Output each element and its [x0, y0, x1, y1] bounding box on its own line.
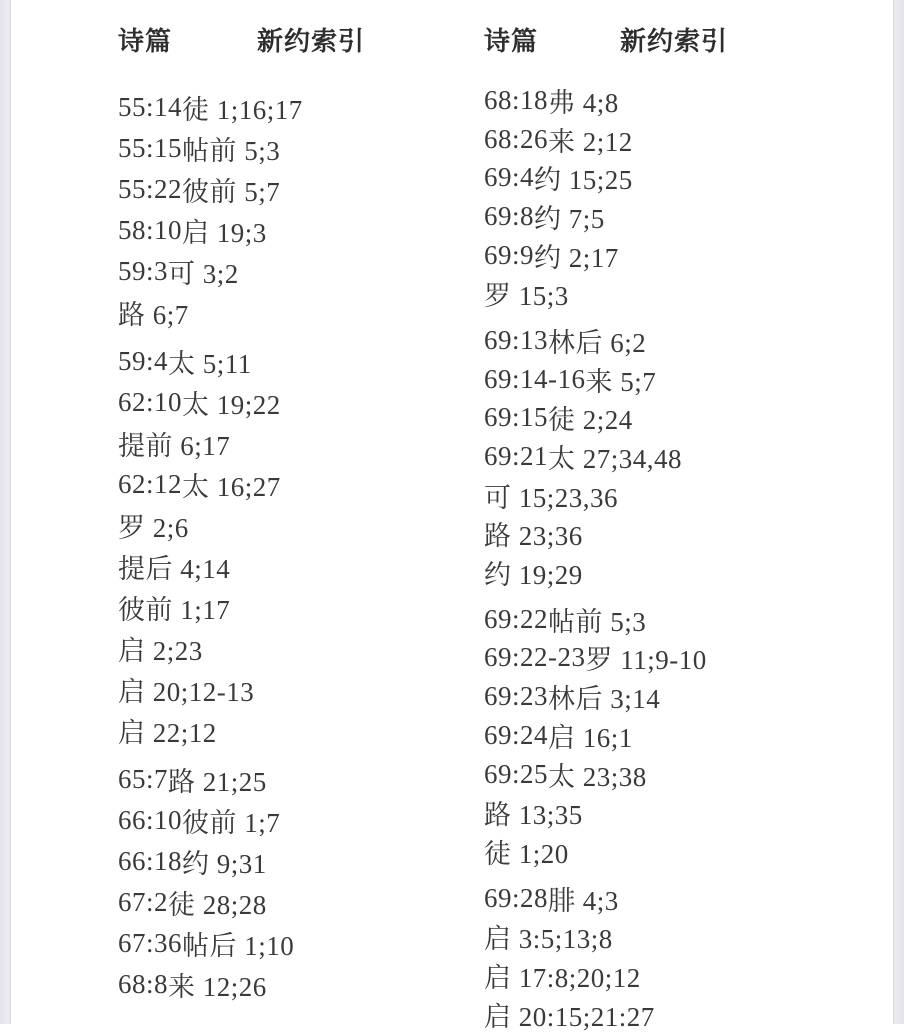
psalm-ref: 68:26	[484, 123, 549, 154]
nt-index-ref: 太 19;22	[182, 390, 281, 420]
table-row	[118, 710, 468, 751]
table-row	[118, 505, 468, 546]
psalm-ref: 69:21	[484, 441, 549, 472]
table-row	[118, 341, 468, 382]
nt-index-ref: 可 15;23,36	[484, 482, 619, 513]
table-row	[484, 197, 894, 236]
nt-index-ref: 启 20;12-13	[118, 677, 255, 707]
psalm-ref: 69:22-23	[484, 642, 586, 673]
table-row	[484, 236, 894, 275]
nt-index-ref: 约 7;5	[534, 203, 605, 234]
nt-index-ref: 彼前 1;17	[118, 595, 231, 625]
nt-index-ref: 启 19;3	[182, 218, 267, 248]
table-row	[484, 832, 894, 871]
psalm-ref: 55:14	[118, 92, 183, 122]
table-row	[118, 292, 468, 333]
psalm-ref: 69:25	[484, 758, 549, 789]
nt-index-ref: 提前 6;17	[118, 431, 231, 461]
nt-index-ref: 罗 11;9-10	[585, 645, 707, 676]
psalm-ref: 69:22	[484, 603, 549, 634]
psalm-ref: 62:10	[118, 387, 183, 417]
table-rows	[118, 87, 468, 1005]
psalm-ref: 69:13	[484, 324, 549, 355]
psalm-ref: 55:22	[118, 174, 183, 204]
nt-index-ref: 启 16;1	[548, 722, 633, 753]
column-header-nt-index: 新约索引	[257, 26, 366, 56]
column-header-psalm: 诗篇	[484, 26, 539, 56]
psalm-ref: 69:9	[484, 239, 535, 270]
nt-index-ref: 路 21;25	[168, 767, 267, 797]
table-row	[118, 669, 468, 710]
nt-index-ref: 帖前 5;3	[548, 606, 647, 637]
psalm-ref: 69:15	[484, 402, 549, 433]
psalm-ref: 67:2	[118, 887, 169, 917]
nt-index-ref: 太 5;11	[168, 349, 252, 379]
table-row	[484, 274, 894, 313]
nt-index-ref: 路 6;7	[118, 300, 189, 330]
nt-index-ref: 启 2;23	[118, 636, 203, 666]
column-header-psalm: 诗篇	[118, 26, 173, 56]
psalm-ref: 65:7	[118, 764, 169, 794]
table-header	[484, 24, 894, 58]
table-row	[484, 437, 894, 476]
nt-index-ref: 罗 15;3	[484, 281, 569, 312]
table-row	[118, 587, 468, 628]
reference-table-left	[118, 24, 468, 1005]
table-row	[118, 251, 468, 292]
table-row	[118, 210, 468, 251]
nt-index-ref: 林后 6;2	[548, 327, 647, 358]
table-row	[118, 964, 468, 1005]
nt-index-ref: 约 2;17	[534, 242, 619, 273]
nt-index-ref: 彼前 1;7	[182, 808, 281, 838]
nt-index-ref: 帖前 5;3	[182, 136, 281, 166]
table-row	[484, 956, 894, 995]
table-row	[484, 600, 894, 639]
psalm-ref: 55:15	[118, 133, 183, 163]
nt-index-ref: 徒 2;24	[548, 405, 633, 436]
nt-index-ref: 徒 1;16;17	[182, 95, 303, 125]
column-header-nt-index: 新约索引	[620, 26, 729, 56]
table-row	[118, 923, 468, 964]
table-row	[484, 639, 894, 678]
page-edge-right	[893, 0, 904, 1024]
psalm-ref: 69:24	[484, 719, 549, 750]
psalm-ref: 68:18	[484, 84, 549, 115]
table-row	[118, 882, 468, 923]
nt-index-ref: 太 23;38	[548, 761, 647, 792]
table-row	[118, 759, 468, 800]
table-row	[484, 399, 894, 438]
table-row	[484, 755, 894, 794]
nt-index-ref: 来 2;12	[548, 126, 633, 157]
psalm-ref: 62:12	[118, 469, 183, 499]
table-row	[484, 476, 894, 515]
nt-index-ref: 来 12;26	[168, 972, 267, 1002]
nt-index-ref: 腓 4;3	[548, 885, 619, 916]
psalm-ref: 66:10	[118, 805, 183, 835]
nt-index-ref: 路 23;36	[484, 521, 583, 552]
table-row	[484, 158, 894, 197]
nt-index-ref: 弗 4;8	[548, 87, 619, 118]
nt-index-ref: 约 19;29	[484, 560, 583, 591]
table-row	[118, 464, 468, 505]
nt-index-ref: 徒 1;20	[484, 838, 569, 869]
nt-index-ref: 启 3:5;13;8	[484, 924, 613, 955]
psalm-ref: 58:10	[118, 215, 183, 245]
table-row	[118, 169, 468, 210]
nt-index-ref: 路 13;35	[484, 800, 583, 831]
nt-index-ref: 彼前 5;7	[182, 177, 281, 207]
table-row	[118, 628, 468, 669]
table-row	[118, 800, 468, 841]
nt-index-ref: 太 27;34,48	[548, 444, 683, 475]
psalm-ref: 69:8	[484, 200, 535, 231]
table-row	[118, 128, 468, 169]
psalm-ref: 66:18	[118, 846, 183, 876]
nt-index-ref: 约 15;25	[534, 165, 633, 196]
table-rows	[484, 81, 894, 1034]
table-row	[118, 382, 468, 423]
reference-table-right	[484, 24, 894, 1034]
table-row	[484, 120, 894, 159]
page-edge-left	[0, 0, 11, 1024]
psalm-ref: 68:8	[118, 969, 169, 999]
table-row	[484, 793, 894, 832]
psalm-ref: 69:14-16	[484, 363, 586, 394]
nt-index-ref: 启 17:8;20;12	[484, 962, 641, 993]
psalm-ref: 59:4	[118, 346, 169, 376]
table-row	[118, 87, 468, 128]
psalm-ref: 69:23	[484, 681, 549, 712]
nt-index-ref: 启 20:15;21:27	[484, 1001, 655, 1032]
nt-index-ref: 罗 2;6	[118, 513, 189, 543]
table-row	[484, 515, 894, 554]
table-row	[484, 321, 894, 360]
nt-index-ref: 启 22;12	[118, 718, 217, 748]
table-row	[484, 995, 894, 1034]
table-row	[118, 841, 468, 882]
psalm-ref: 69:4	[484, 162, 535, 193]
nt-index-ref: 约 9;31	[182, 849, 267, 879]
table-row	[484, 81, 894, 120]
table-row	[484, 677, 894, 716]
table-header	[118, 24, 468, 58]
table-row	[484, 879, 894, 918]
psalm-ref: 59:3	[118, 256, 169, 286]
nt-index-ref: 太 16;27	[182, 472, 281, 502]
table-row	[118, 546, 468, 587]
table-row	[484, 716, 894, 755]
psalm-ref: 69:28	[484, 882, 549, 913]
table-row	[118, 423, 468, 464]
nt-index-ref: 林后 3;14	[548, 684, 661, 715]
nt-index-ref: 来 5;7	[585, 366, 657, 397]
nt-index-ref: 提后 4;14	[118, 554, 231, 584]
nt-index-ref: 徒 28;28	[168, 890, 267, 920]
table-row	[484, 360, 894, 399]
psalm-ref: 67:36	[118, 928, 183, 958]
table-row	[484, 553, 894, 592]
nt-index-ref: 可 3;2	[168, 259, 239, 289]
table-row	[484, 917, 894, 956]
nt-index-ref: 帖后 1;10	[182, 931, 295, 961]
